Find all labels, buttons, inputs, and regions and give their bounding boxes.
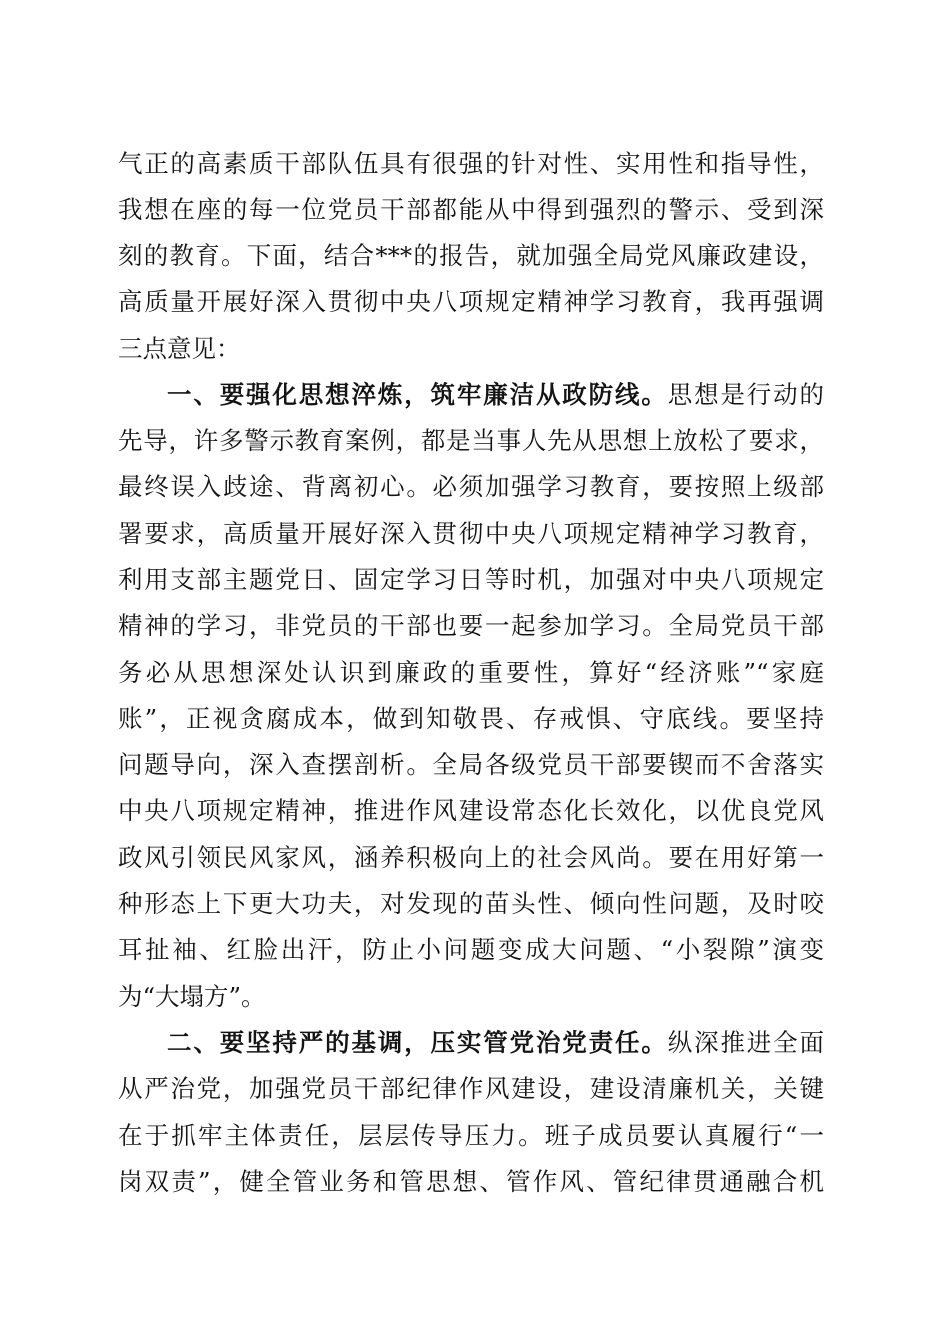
body-text-line: 高质量开展好深入贯彻中央八项规定精神学习教育，我再强调 bbox=[118, 287, 824, 316]
body-text-line: 气正的高素质干部队伍具有很强的针对性、实用性和指导性， bbox=[118, 149, 824, 178]
section-heading-line bbox=[167, 1023, 824, 1063]
section-heading-line bbox=[167, 375, 824, 415]
body-text-line: 从严治党，加强党员干部纪律作风建设，建设清廉机关，关键 bbox=[118, 1074, 824, 1103]
section-heading-two: 二、要坚持严的基调，压实管党治党责任。 bbox=[167, 1028, 668, 1057]
body-text-line: 中央八项规定精神，推进作风建设常态化长效化，以优良党风 bbox=[118, 796, 824, 825]
body-text-line: 我想在座的每一位党员干部都能从中得到强烈的警示、受到深 bbox=[118, 195, 824, 224]
body-text-span: 纵深推进全面 bbox=[667, 1028, 825, 1057]
body-text-line: 岗双责”，健全管业务和管思想、管作风、管纪律贯通融合机 bbox=[118, 1167, 824, 1196]
body-text-line: 账”，正视贪腐成本，做到知敬畏、存戒惧、守底线。要坚持 bbox=[118, 704, 824, 733]
section-heading-one: 一、要强化思想淬炼，筑牢廉洁从政防线。 bbox=[167, 380, 668, 409]
body-text-line: 利用支部主题党日、固定学习日等时机，加强对中央八项规定 bbox=[118, 565, 824, 594]
body-text-line: 问题导向，深入查摆剖析。全局各级党员干部要锲而不舍落实 bbox=[118, 750, 824, 779]
body-text-line: 最终误入歧途、背离初心。必须加强学习教育，要按照上级部 bbox=[118, 472, 824, 501]
body-text-line: 政风引领民风家风，涵养积极向上的社会风尚。要在用好第一 bbox=[118, 843, 824, 872]
body-text-line: 务必从思想深处认识到廉政的重要性，算好“经济账”“家庭 bbox=[118, 658, 824, 687]
body-text-line: 署要求，高质量开展好深入贯彻中央八项规定精神学习教育， bbox=[118, 519, 824, 548]
body-text-line: 在于抓牢主体责任，层层传导压力。班子成员要认真履行“一 bbox=[118, 1121, 824, 1150]
body-text-span: 思想是行动的 bbox=[667, 380, 825, 409]
body-text-line: 刻的教育。下面，结合***的报告，就加强全局党风廉政建设， bbox=[118, 241, 824, 270]
body-text-line: 种形态上下更大功夫，对发现的苗头性、倾向性问题，及时咬 bbox=[118, 889, 824, 918]
body-text-line: 耳扯袖、红脸出汗，防止小问题变成大问题、“小裂隙”演变 bbox=[118, 935, 824, 964]
body-text-line: 三点意见： bbox=[118, 334, 241, 363]
body-text-line: 先导，许多警示教育案例，都是当事人先从思想上放松了要求， bbox=[118, 426, 824, 455]
body-text-line: 精神的学习，非党员的干部也要一起参加学习。全局党员干部 bbox=[118, 611, 824, 640]
body-text-line: 为“大塌方”。 bbox=[118, 982, 266, 1011]
